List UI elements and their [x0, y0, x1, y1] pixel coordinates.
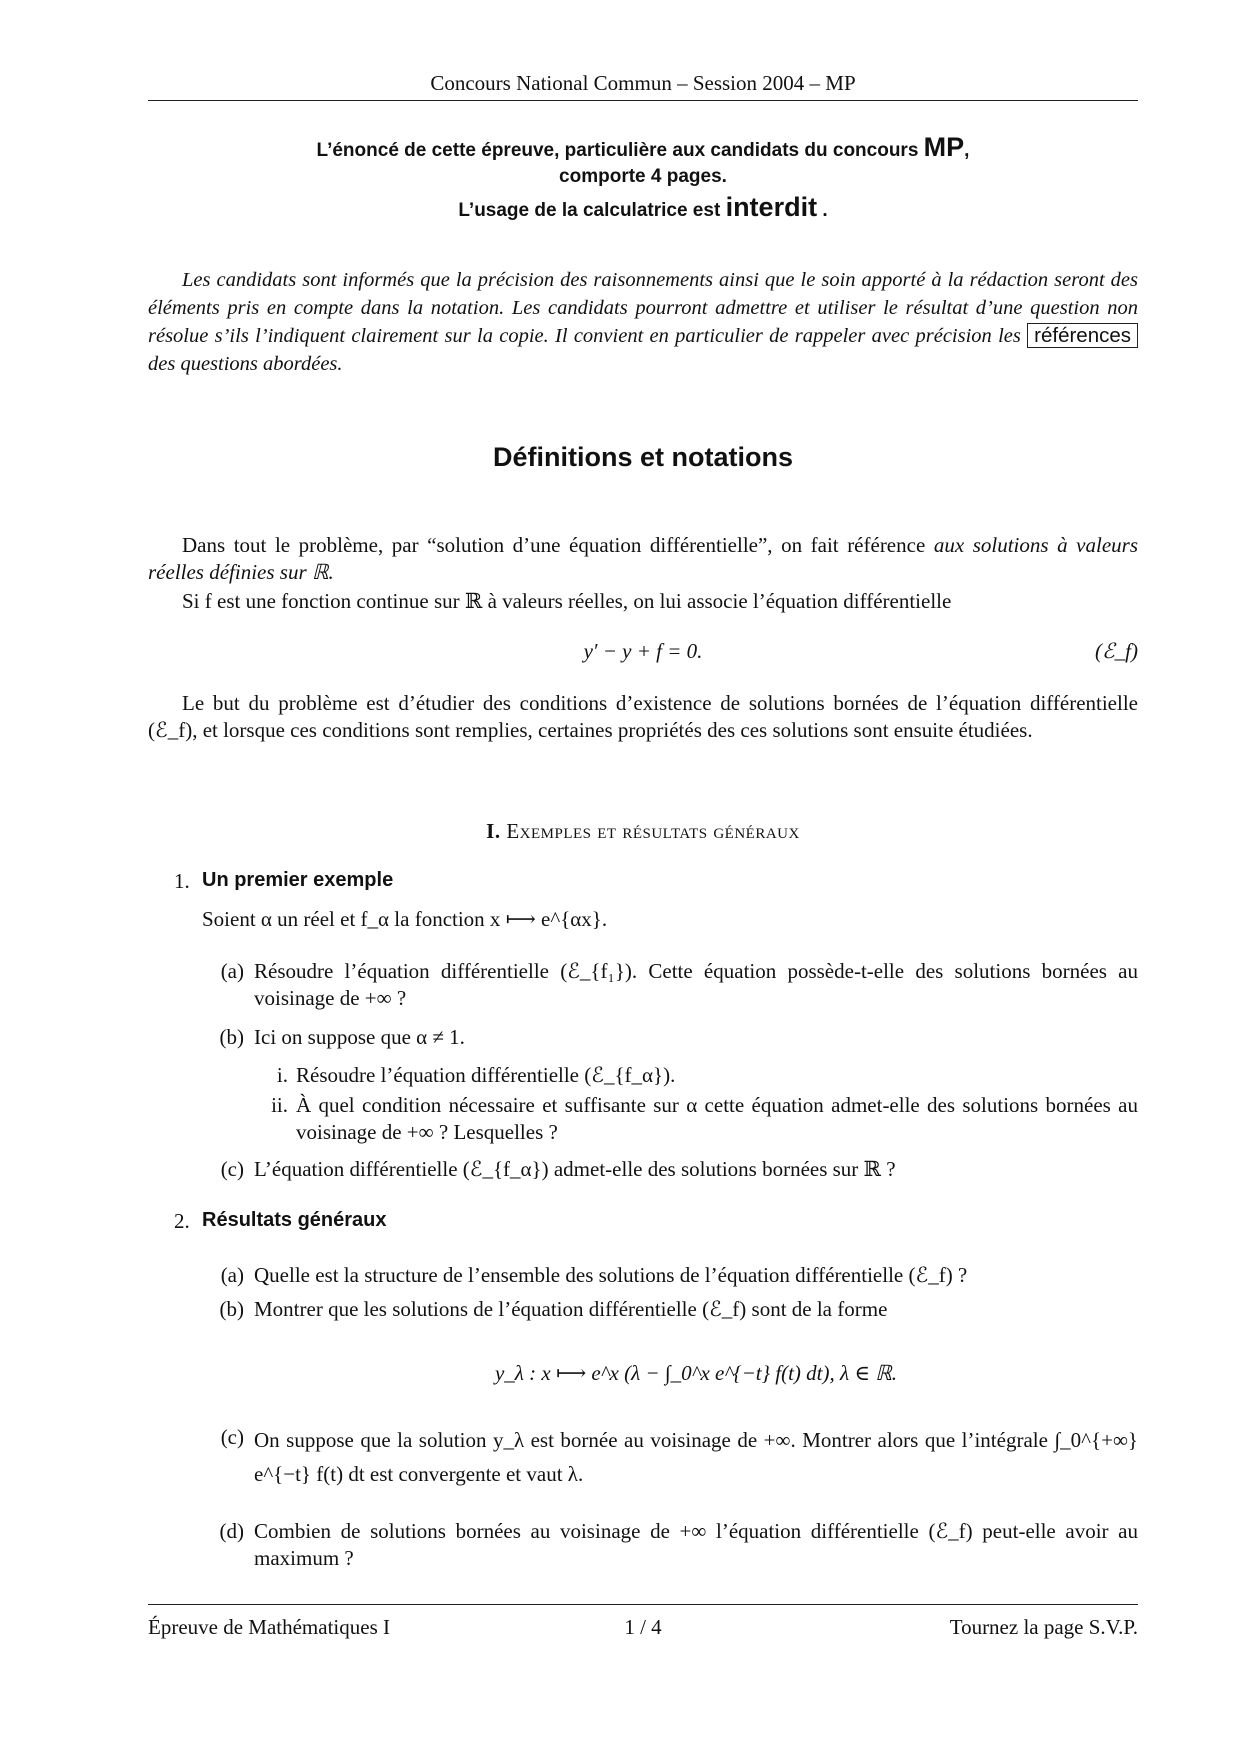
question-1-number: 1.	[174, 869, 190, 893]
question-1b-label: (b)	[219, 1025, 244, 1049]
question-1a-text: Résoudre l’équation différentielle (ℰ_{f₁}). Cette équation possède-t-elle des solutions bornées au voisinage de +∞ ?	[254, 959, 1138, 1010]
page-number: 1 / 4	[624, 1615, 662, 1639]
question-2c-label: (c)	[220, 1425, 244, 1449]
question-2a-text: Quelle est la structure de l’ensemble des solutions de l’équation différentielle (ℰ_f) ?	[254, 1263, 968, 1287]
question-1c-text: L’équation différentielle (ℰ_{f_α}) admet-elle des solutions bornées sur ℝ ?	[254, 1157, 896, 1181]
intro-line-1	[148, 130, 1138, 165]
part-title-text: Exemples et résultats généraux	[506, 819, 800, 843]
question-1b-ii-text: À quel condition nécessaire et suffisante sur α cette équation admet-elle des solutions bornées au voisinage de +∞ ? Lesquelles ?	[296, 1093, 1138, 1144]
notice-text-end: des questions abordées.	[148, 353, 343, 376]
intro-line-3-end: .	[822, 199, 828, 221]
question-1a-label: (a)	[220, 959, 244, 983]
intro-line-2: comporte 4 pages.	[559, 166, 727, 188]
definitions-paragraph-1	[148, 532, 1138, 585]
equation-body: y′ − y + f = 0.	[583, 639, 703, 663]
part-roman: I.	[486, 819, 501, 843]
footer-rule	[148, 1604, 1138, 1605]
section-title: Définitions et notations	[493, 442, 793, 472]
equation-ef	[148, 638, 1138, 668]
question-2c-text: On suppose que la solution y_λ est bornée au voisinage de +∞. Montrer alors que l’intégrale ∫_0^{+∞} e^{−t} f(t) dt est convergente et vaut λ.	[254, 1428, 1138, 1486]
exam-intro	[148, 130, 1138, 225]
running-header: Concours National Commun – Session 2004 – MP	[430, 71, 856, 95]
candidate-notice	[148, 266, 1138, 378]
footer-left: Épreuve de Mathématiques I	[148, 1615, 390, 1639]
notice-text: Les candidats sont informés que la précision des raisonnements ainsi que le soin apporté à la rédaction seront des éléments pris en compte dans la notation. Les candidats pourront admettre et utiliser le résultat d’une question non résolue s’ils l’indiquent clairement sur la copie. Il convient en particulier de rappeler avec précision les	[148, 269, 1138, 348]
question-2a-label: (a)	[220, 1263, 244, 1287]
question-1b-ii-label: ii.	[271, 1093, 288, 1117]
intro-line-3-text: L’usage de la calculatrice est	[458, 199, 721, 221]
page	[148, 0, 1138, 1754]
definitions-paragraph-2: Si f est une fonction continue sur ℝ à valeurs réelles, on lui associe l’équation différentielle	[182, 589, 952, 613]
definitions-p1-text: Dans tout le problème, par “solution d’une équation différentielle”, on fait référence	[182, 533, 926, 557]
question-2b-label: (b)	[219, 1297, 244, 1321]
question-2d-text: Combien de solutions bornées au voisinage de +∞ l’équation différentielle (ℰ_f) peut-elle avoir au maximum ?	[254, 1519, 1138, 1570]
question-1-intro: Soient α un réel et f_α la fonction x ⟼ e^{αx}.	[202, 907, 608, 931]
footer-right: Tournez la page S.V.P.	[949, 1615, 1138, 1639]
equation-tag: (ℰ_f)	[1094, 639, 1138, 663]
part-title	[148, 818, 1138, 845]
question-1b-text: Ici on suppose que α ≠ 1.	[254, 1025, 465, 1049]
intro-line-3	[148, 190, 1138, 225]
intro-line-1-text: L’énoncé de cette épreuve, particulière aux candidats du concours	[316, 140, 919, 161]
intro-interdit: interdit	[725, 191, 818, 222]
intro-line-1-end: ,	[964, 140, 970, 161]
question-2b-text: Montrer que les solutions de l’équation différentielle (ℰ_f) sont de la forme	[254, 1297, 888, 1321]
definitions-paragraph-3: Le but du problème est d’étudier des conditions d’existence de solutions bornées de l’équation différentielle (ℰ_f), et lorsque ces conditions sont remplies, certaines propriétés des ces solutions sont ensuite étudiées.	[148, 691, 1138, 742]
header-rule	[148, 100, 1138, 101]
question-1b-i-label: i.	[276, 1063, 288, 1087]
question-2-number: 2.	[174, 1209, 190, 1233]
solution-formula: y_λ : x ⟼ e^x (λ − ∫_0^x e^{−t} f(t) dt), λ ∈ ℝ.	[494, 1361, 897, 1385]
question-1c-label: (c)	[220, 1157, 244, 1181]
question-2-title: Résultats généraux	[202, 1209, 387, 1231]
boxed-references: références	[1027, 323, 1138, 348]
question-1-title: Un premier exemple	[202, 869, 394, 891]
definitions-p1-italic: aux solutions à valeurs réelles définies sur ℝ.	[148, 533, 1138, 584]
intro-mp: MP	[923, 132, 965, 162]
question-2d-label: (d)	[219, 1519, 244, 1543]
question-1b-i-text: Résoudre l’équation différentielle (ℰ_{f_α}).	[296, 1063, 676, 1087]
